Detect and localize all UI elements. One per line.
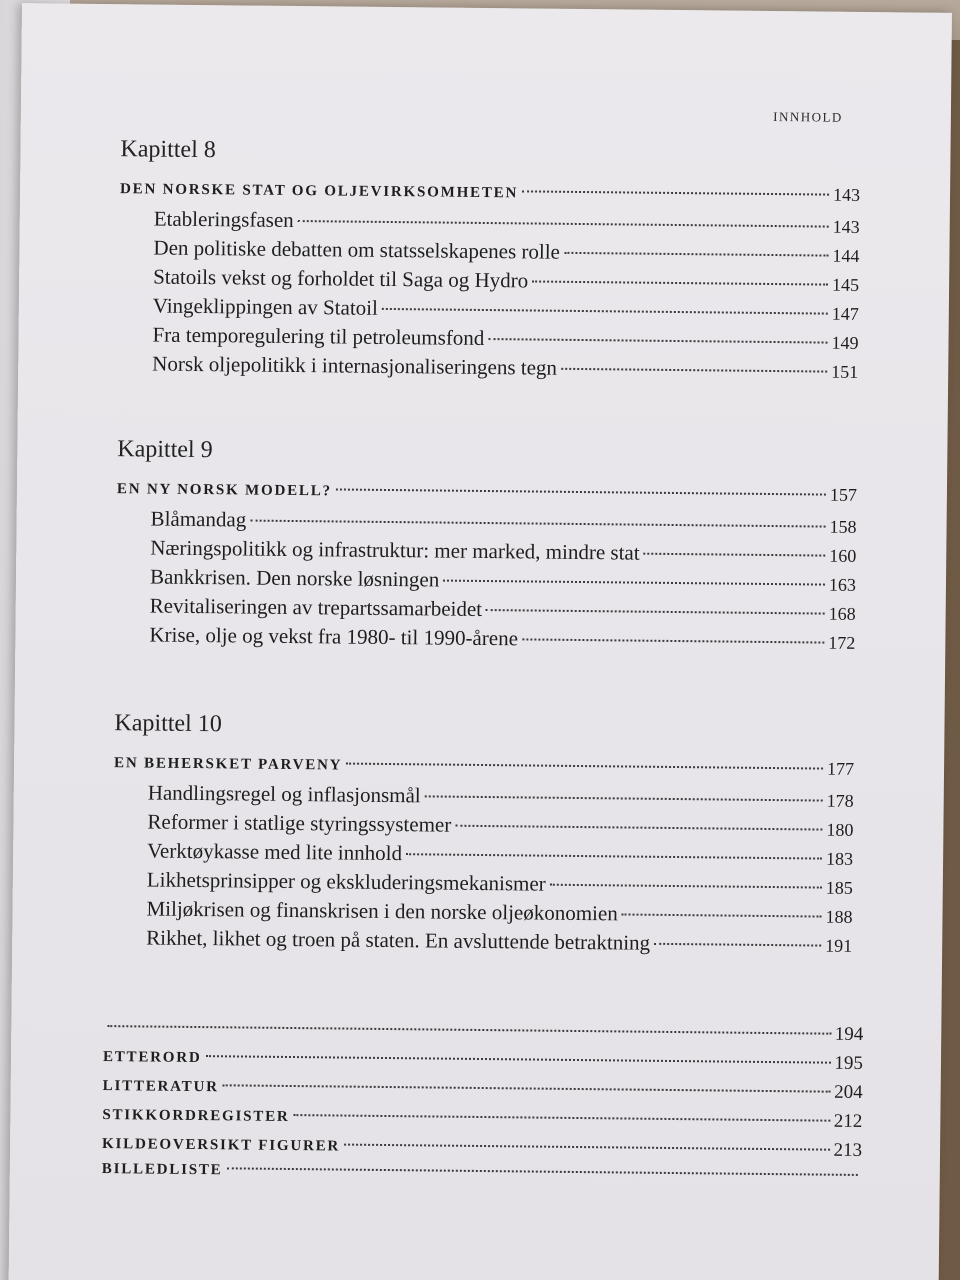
- page-number: 204: [834, 1081, 863, 1103]
- page-number: 212: [833, 1110, 863, 1132]
- section-label: DEN NORSKE STAT OG OLJEVIRKSOMHETEN: [119, 181, 519, 202]
- entry-label: Verktøykasse med lite innhold: [147, 838, 403, 866]
- page-number: 147: [831, 303, 859, 324]
- entry-label: Den politiske debatten om statsselskapenes rolle: [153, 235, 561, 264]
- dot-leader: [488, 338, 827, 344]
- dot-leader: [250, 520, 825, 528]
- entry-label: Vingeklippingen av Statoil: [152, 293, 379, 320]
- section-label: ETTERORD: [102, 1049, 202, 1067]
- page-number: 163: [828, 574, 857, 595]
- entry-label: Næringspolitikk og infrastruktur: mer marked, mindre stat: [150, 535, 640, 565]
- chapter-title: Kapittel 8: [120, 136, 216, 164]
- dot-leader: [522, 638, 824, 643]
- back-matter: [102, 1016, 864, 1198]
- page-number: 145: [832, 274, 860, 295]
- page-number: 143: [832, 184, 861, 205]
- dot-leader: [346, 763, 823, 770]
- dot-leader: [344, 1144, 829, 1151]
- page-number: 185: [825, 877, 853, 898]
- dot-leader: [654, 943, 821, 947]
- dot-leader: [206, 1055, 831, 1064]
- section-label: STIKKORDREGISTER: [102, 1107, 290, 1125]
- entry-label: Norsk oljepolitikk i internasjonaliseringens tegn: [152, 351, 558, 380]
- page-number: 194: [834, 1023, 864, 1045]
- dot-leader: [223, 1084, 830, 1092]
- dot-leader: [522, 190, 829, 195]
- chapter-title: Kapittel 10: [114, 710, 222, 738]
- dot-leader: [622, 913, 822, 917]
- dot-leader: [486, 609, 825, 615]
- dot-leader: [107, 1025, 830, 1035]
- entry-label: Likhetsprinsipper og ekskluderingsmekanismer: [146, 867, 546, 896]
- dot-leader: [294, 1114, 830, 1122]
- entry-label: Handlingsregel og inflasjonsmål: [147, 780, 421, 808]
- page-number: 144: [832, 245, 860, 266]
- page-number: 195: [834, 1052, 864, 1074]
- section-label: EN NY NORSK MODELL?: [116, 481, 332, 500]
- chapter-title: Kapittel 9: [117, 436, 213, 464]
- book-page: [9, 3, 952, 1280]
- page-number: 157: [829, 484, 858, 505]
- entry-label: Rikhet, likhet og troen på staten. En avsluttende betraktning: [146, 925, 651, 955]
- entry-label: Fra temporegulering til petroleumsfond: [152, 322, 485, 350]
- chapter-10: [112, 710, 855, 962]
- running-head: INNHOLD: [773, 109, 843, 125]
- entry-label: Miljøkrisen og finanskrisen i den norske oljeøkonomien: [146, 896, 618, 926]
- entry-label: Blåmandag: [150, 506, 247, 532]
- page-number: 188: [825, 906, 853, 927]
- page-number: 149: [831, 332, 859, 353]
- dot-leader: [532, 280, 828, 285]
- entry-label: Reformer i statlige styringssystemer: [147, 809, 452, 837]
- dot-leader: [550, 884, 822, 889]
- dot-leader: [564, 252, 829, 257]
- page-number: 213: [833, 1139, 863, 1161]
- page-number: 168: [828, 603, 856, 624]
- dot-leader: [561, 368, 827, 373]
- chapter-9: [115, 436, 857, 659]
- page-number: 180: [826, 819, 854, 840]
- dot-leader: [227, 1167, 858, 1176]
- entry-label: Bankkrisen. Den norske løsningen: [149, 564, 440, 592]
- page-number: 151: [831, 361, 859, 382]
- section-label: LITTERATUR: [102, 1078, 219, 1096]
- entry-label: Statoils vekst og forholdet til Saga og Hydro: [153, 264, 529, 293]
- section-label: BILLEDLISTE: [101, 1161, 223, 1179]
- dot-leader: [406, 853, 822, 859]
- entry-label: Etableringsfasen: [153, 206, 294, 232]
- page-number: 178: [826, 790, 854, 811]
- page-number: 172: [828, 632, 856, 653]
- section-label: EN BEHERSKET PARVENY: [113, 755, 343, 774]
- page-number: 158: [829, 516, 857, 537]
- entry-label: Revitaliseringen av trepartssamarbeidet: [149, 593, 483, 621]
- page-number: 183: [826, 848, 854, 869]
- page-number: 160: [829, 545, 857, 566]
- page-number: 191: [825, 935, 853, 956]
- entry-label: Krise, olje og vekst fra 1980- til 1990-årene: [149, 622, 519, 651]
- page-number: 177: [826, 758, 855, 779]
- dot-leader: [425, 795, 823, 801]
- dot-leader: [443, 580, 825, 586]
- dot-leader: [455, 825, 822, 831]
- dot-leader: [644, 553, 826, 557]
- dot-leader: [298, 220, 829, 228]
- section-label: KILDEOVERSIKT FIGURER: [101, 1136, 341, 1155]
- page-number: 143: [832, 216, 860, 237]
- dot-leader: [336, 488, 826, 495]
- chapter-8: [118, 136, 861, 388]
- dot-leader: [382, 308, 828, 315]
